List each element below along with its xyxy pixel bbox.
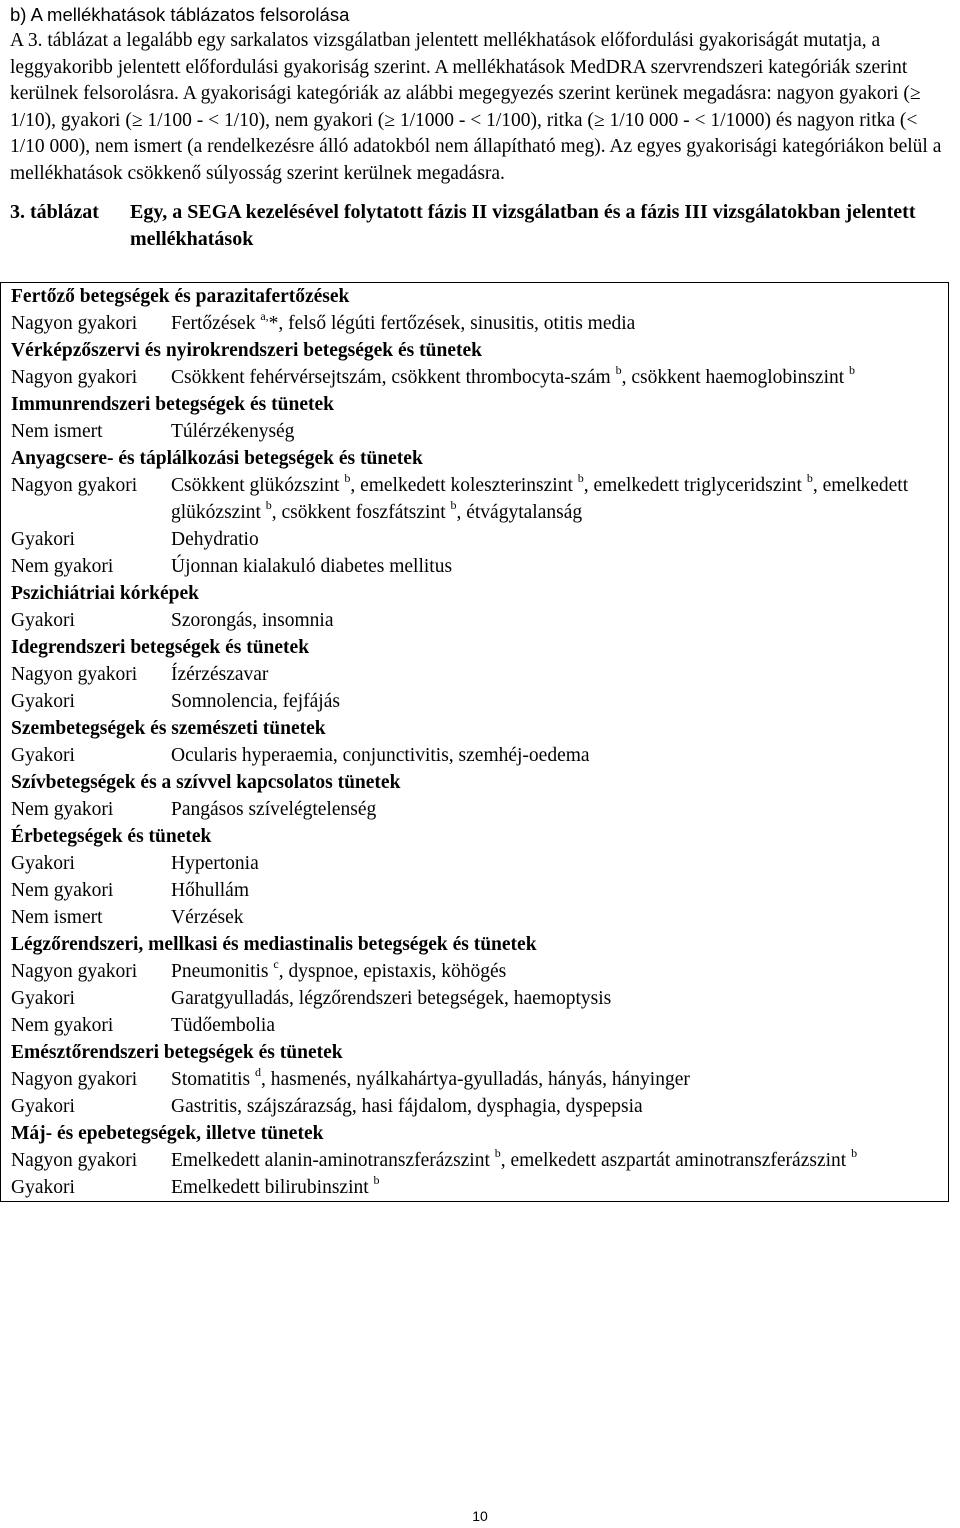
table-row	[1, 418, 949, 445]
frequency-cell: Nem ismert	[11, 907, 103, 928]
soc-category-row	[1, 823, 949, 850]
frequency-cell: Gyakori	[11, 745, 75, 766]
footnote-marker: a,	[260, 309, 269, 323]
soc-category-row	[1, 283, 949, 311]
table-caption-number: 3. táblázat	[10, 201, 99, 223]
table-row	[1, 877, 949, 904]
table-row	[1, 1012, 949, 1039]
footnote-marker: b	[615, 363, 622, 377]
frequency-cell: Nem gyakori	[11, 880, 114, 901]
adverse-reaction-cell	[161, 472, 949, 526]
term-text: Csökkent fehérvérsejtszám, csökkent thrombocyta-szám	[171, 367, 611, 388]
term-text: Gastritis, szájszárazság, hasi fájdalom, dysphagia, dyspepsia	[171, 1096, 643, 1117]
frequency-cell: Gyakori	[11, 853, 75, 874]
term-text: Garatgyulladás, légzőrendszeri betegségek, haemoptysis	[171, 988, 612, 1009]
adverse-reactions-table	[0, 282, 949, 1202]
frequency-cell: Nagyon gyakori	[11, 1069, 138, 1090]
table-row	[1, 904, 949, 931]
term-text: Dehydratio	[171, 529, 259, 550]
soc-category-row	[1, 580, 949, 607]
soc-category-label: Légzőrendszeri, mellkasi és mediastinalis betegségek és tünetek	[11, 934, 537, 955]
table-row	[1, 796, 949, 823]
adverse-reaction-cell	[161, 418, 949, 445]
soc-category-row	[1, 634, 949, 661]
adverse-reaction-cell	[161, 688, 949, 715]
frequency-cell: Nagyon gyakori	[11, 313, 138, 334]
adverse-reaction-cell	[161, 1174, 949, 1202]
term-text: Ízérzészavar	[171, 664, 269, 685]
footnote-marker: b	[450, 498, 457, 512]
frequency-cell: Gyakori	[11, 1177, 75, 1198]
adverse-reaction-cell	[161, 661, 949, 688]
term-text: , emelkedett glükózszint	[171, 475, 909, 523]
adverse-reaction-cell	[161, 1012, 949, 1039]
section-intro-paragraph: A 3. táblázat a legalább egy sarkalatos vizsgálatban jelentett mellékhatások előfordulási gyakoriságát mutatja, a leggyakoribb jelentett előfordulási gyakoriság szerint. A mellékhatások MedDRA szervrendszeri kategóriák szerint kerülnek felsorolásra. A gyakorisági kategóriák az alábbi megegyezés szerint kerünek megadásra: nagyon gyakori (≥ 1/10), gyakori (≥ 1/100 - < 1/10), nem gyakori (≥ 1/1000 - < 1/100), ritka (≥ 1/10 000 - < 1/1000) és nagyon ritka (< 1/10 000), nem ismert (a rendelkezésre álló adatokból nem állapítható meg). Az egyes gyakorisági kategóriákon belül a mellékhatások csökkenő súlyosság szerint kerülnek megadásra.	[10, 30, 942, 184]
adverse-reaction-cell	[161, 553, 949, 580]
frequency-cell: Gyakori	[11, 691, 75, 712]
soc-category-label: Emésztőrendszeri betegségek és tünetek	[11, 1042, 343, 1063]
soc-category-label: Anyagcsere- és táplálkozási betegségek és tünetek	[11, 448, 423, 469]
adverse-reaction-cell	[161, 364, 949, 391]
term-text: , étvágytalanság	[456, 502, 583, 523]
frequency-cell: Nagyon gyakori	[11, 961, 138, 982]
table-row	[1, 1093, 949, 1120]
footnote-marker: b	[494, 1146, 501, 1160]
table-row	[1, 1147, 949, 1174]
footnote-marker: b	[806, 471, 813, 485]
table-row	[1, 1174, 949, 1202]
term-text: Fertőzések	[171, 313, 256, 334]
footnote-marker: d	[254, 1065, 261, 1079]
footnote-marker: b	[849, 363, 856, 377]
adverse-reaction-cell	[161, 796, 949, 823]
table-row	[1, 607, 949, 634]
term-text: Újonnan kialakuló diabetes mellitus	[171, 556, 453, 577]
term-text: Csökkent glükózszint	[171, 475, 340, 496]
footnote-marker: b	[265, 498, 272, 512]
adverse-reaction-cell	[161, 985, 949, 1012]
table-row	[1, 985, 949, 1012]
soc-category-row	[1, 337, 949, 364]
soc-category-label: Máj- és epebetegségek, illetve tünetek	[11, 1123, 324, 1144]
frequency-cell: Gyakori	[11, 988, 75, 1009]
term-text: Hypertonia	[171, 853, 259, 874]
adverse-reaction-cell	[161, 526, 949, 553]
adverse-reaction-cell	[161, 877, 949, 904]
soc-category-label: Fertőző betegségek és parazitafertőzések	[11, 286, 350, 307]
term-text: Szorongás, insomnia	[171, 610, 334, 631]
page-number: 10	[472, 1508, 488, 1524]
footnote-marker: b	[577, 471, 584, 485]
section-title: b) A mellékhatások táblázatos felsorolása	[10, 4, 350, 25]
soc-category-row	[1, 1120, 949, 1147]
term-text: Vérzések	[171, 907, 244, 928]
adverse-reaction-cell	[161, 742, 949, 769]
table-row	[1, 364, 949, 391]
frequency-cell: Gyakori	[11, 529, 75, 550]
frequency-cell: Nagyon gyakori	[11, 664, 138, 685]
term-text: *, felső légúti fertőzések, sinusitis, otitis media	[268, 313, 636, 334]
adverse-reaction-cell	[161, 1066, 949, 1093]
frequency-cell: Nagyon gyakori	[11, 367, 138, 388]
term-text: Hőhullám	[171, 880, 249, 901]
table-row	[1, 553, 949, 580]
table-row	[1, 526, 949, 553]
term-text: Ocularis hyperaemia, conjunctivitis, szemhéj-oedema	[171, 745, 590, 766]
term-text: , dyspnoe, epistaxis, köhögés	[278, 961, 507, 982]
term-text: Pneumonitis	[171, 961, 269, 982]
term-text: , emelkedett triglyceridszint	[583, 475, 802, 496]
term-text: , csökkent haemoglobinszint	[621, 367, 845, 388]
term-text: , emelkedett aszpartát aminotranszferázszint	[500, 1150, 847, 1171]
footnote-marker: b	[344, 471, 351, 485]
term-text: Stomatitis	[171, 1069, 251, 1090]
soc-category-row	[1, 1039, 949, 1066]
term-text: Emelkedett bilirubinszint	[171, 1177, 369, 1198]
adverse-reaction-cell	[161, 958, 949, 985]
term-text: Pangásos szívelégtelenség	[171, 799, 377, 820]
soc-category-label: Vérképzőszervi és nyirokrendszeri betegségek és tünetek	[11, 340, 482, 361]
table-row	[1, 661, 949, 688]
soc-category-label: Immunrendszeri betegségek és tünetek	[11, 394, 334, 415]
term-text: Tüdőembolia	[171, 1015, 275, 1036]
table-row	[1, 850, 949, 877]
term-text: , emelkedett koleszterinszint	[350, 475, 573, 496]
soc-category-label: Pszichiátriai kórképek	[11, 583, 199, 604]
soc-category-row	[1, 931, 949, 958]
term-text: Emelkedett alanin-aminotranszferázszint	[171, 1150, 490, 1171]
table-caption-text: Egy, a SEGA kezelésével folytatott fázis II vizsgálatban és a fázis III vizsgálatokban jelentett mellékhatások	[130, 201, 916, 250]
table-row	[1, 688, 949, 715]
soc-category-row	[1, 769, 949, 796]
frequency-cell: Nagyon gyakori	[11, 1150, 138, 1171]
frequency-cell: Nem ismert	[11, 421, 103, 442]
table-row	[1, 742, 949, 769]
adverse-reaction-cell	[161, 1147, 949, 1174]
footnote-marker: b	[373, 1173, 380, 1187]
term-text: Túlérzékenység	[171, 421, 295, 442]
term-text: , hasmenés, nyálkahártya-gyulladás, hányás, hányinger	[260, 1069, 690, 1090]
frequency-cell: Nem gyakori	[11, 556, 114, 577]
adverse-reaction-cell	[161, 904, 949, 931]
frequency-cell: Gyakori	[11, 610, 75, 631]
soc-category-label: Érbetegségek és tünetek	[11, 826, 212, 847]
table-row	[1, 958, 949, 985]
soc-category-label: Szembetegségek és szemészeti tünetek	[11, 718, 326, 739]
frequency-cell: Nagyon gyakori	[11, 475, 138, 496]
term-text: , csökkent foszfátszint	[271, 502, 446, 523]
footnote-marker: b	[851, 1146, 858, 1160]
adverse-reaction-cell	[161, 850, 949, 877]
soc-category-label: Idegrendszeri betegségek és tünetek	[11, 637, 310, 658]
table-row	[1, 1066, 949, 1093]
frequency-cell: Nem gyakori	[11, 1015, 114, 1036]
soc-category-row	[1, 391, 949, 418]
adverse-reaction-cell	[161, 607, 949, 634]
soc-category-row	[1, 445, 949, 472]
term-text: Somnolencia, fejfájás	[171, 691, 340, 712]
frequency-cell: Nem gyakori	[11, 799, 114, 820]
frequency-cell: Gyakori	[11, 1096, 75, 1117]
footnote-marker: c	[273, 957, 279, 971]
document-page	[10, 0, 955, 1202]
adverse-reaction-cell	[161, 310, 949, 337]
soc-category-label: Szívbetegségek és a szívvel kapcsolatos tünetek	[11, 772, 401, 793]
soc-category-row	[1, 715, 949, 742]
table-caption	[10, 199, 955, 253]
table-row	[1, 472, 949, 526]
adverse-reaction-cell	[161, 1093, 949, 1120]
table-row	[1, 310, 949, 337]
